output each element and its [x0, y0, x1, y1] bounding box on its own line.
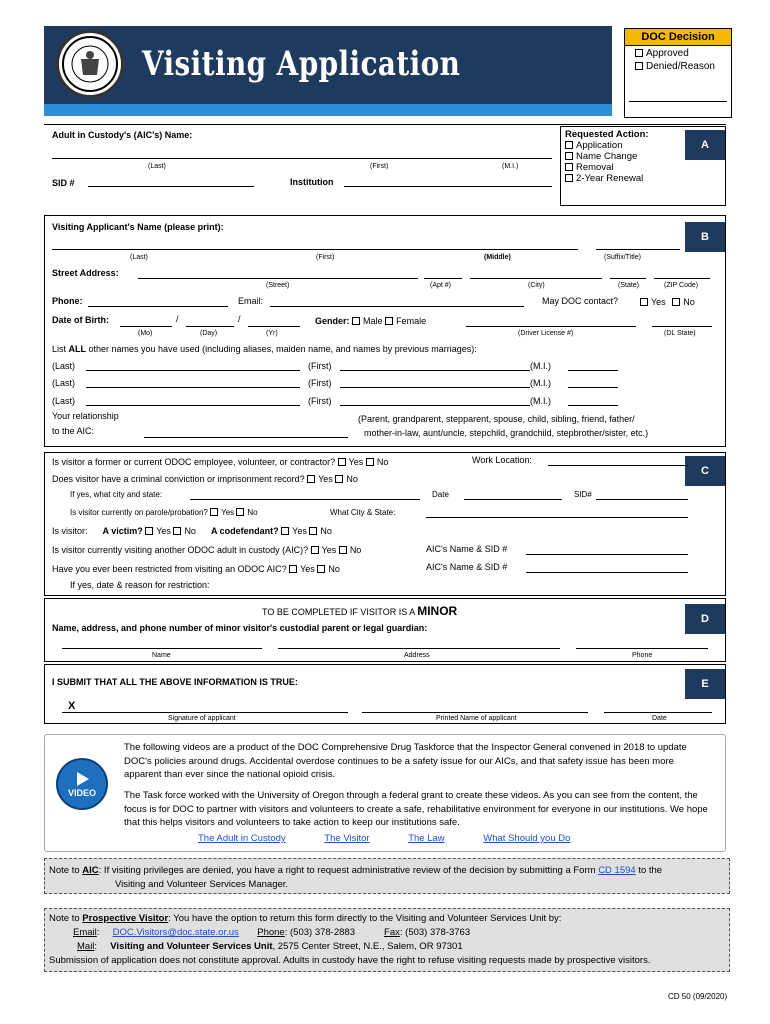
- req-name-change-checkbox[interactable]: [565, 152, 573, 160]
- req-removal-label: Removal: [576, 162, 614, 173]
- dob-label: Date of Birth:: [52, 315, 109, 325]
- date-field[interactable]: [604, 712, 712, 713]
- dob-slash-1: /: [176, 314, 179, 324]
- form-cd1594-link[interactable]: CD 1594: [598, 865, 636, 876]
- other-name-1-first-label: (First): [308, 361, 332, 371]
- street-caption: (Street): [266, 282, 290, 289]
- video-link-adult-in-custody[interactable]: The Adult in Custody: [198, 833, 286, 844]
- doc-contact-yes-checkbox[interactable]: [640, 298, 648, 306]
- signature-x: X: [68, 700, 76, 712]
- work-location-field[interactable]: [548, 465, 688, 466]
- city-field[interactable]: [470, 278, 602, 279]
- date-caption: Date: [652, 715, 667, 722]
- other-name-2-first-label: (First): [308, 378, 332, 388]
- criminal-sid-label: SID#: [574, 490, 592, 499]
- q-parole: Is visitor currently on parole/probation? Yes No: [70, 508, 258, 517]
- city-caption: (City): [528, 282, 545, 289]
- relationship-label: Your relationship: [52, 411, 119, 421]
- criminal-date-label: Date: [432, 490, 449, 499]
- doc-decision-box: [624, 28, 732, 118]
- note-to-visitor: Note to Prospective Visitor: You have the option to return this form directly to the Visiting and Volunteer Services Unit by: Email: DOC.Visitors@doc.state.or.us Phone: (503) 378-2883 Fax: (503) 378-3763 Mail: Visiting and Volunteer Services Unit, 2575 Center Street, N.E., Salem, OR 97301 Submission of application does not constitute approval. Adults in custody have the right to refuse visiting requests made by prospective visitors.: [44, 908, 730, 972]
- phone-field[interactable]: [88, 306, 228, 307]
- req-name-change-label: Name Change: [576, 151, 638, 162]
- guardian-label: Name, address, and phone number of minor visitor's custodial parent or legal guardian:: [52, 623, 428, 633]
- form-id: CD 50 (09/2020): [668, 992, 728, 1001]
- applicant-last-caption: (Last): [130, 254, 148, 261]
- zip-field[interactable]: [654, 278, 710, 279]
- relationship-field[interactable]: [144, 437, 348, 438]
- work-location-label: Work Location:: [472, 455, 532, 465]
- other-name-2-mi-label: (M.I.): [530, 378, 551, 388]
- other-name-3-first-field[interactable]: [340, 405, 530, 406]
- other-name-2-last-field[interactable]: [86, 387, 300, 388]
- other-name-1-mi-label: (M.I.): [530, 361, 551, 371]
- dob-day-caption: (Day): [200, 330, 218, 337]
- applicant-name-label: Visiting Applicant's Name (please print):: [52, 222, 224, 232]
- relationship-label-2: to the AIC:: [52, 426, 95, 436]
- applicant-name-field[interactable]: [52, 249, 578, 250]
- victim-yes-checkbox[interactable]: [145, 527, 153, 535]
- driver-license-caption: (Driver License #): [518, 330, 574, 337]
- denied-checkbox[interactable]: [635, 62, 643, 70]
- guardian-address-caption: Address: [404, 652, 430, 659]
- aic-sid-field-1[interactable]: [526, 554, 688, 555]
- other-names-instruction: List ALL other names you have used (including aliases, maiden name, and names by previous marriages):: [52, 344, 477, 354]
- other-name-1-mi-field[interactable]: [568, 370, 618, 371]
- guardian-phone-field[interactable]: [576, 648, 708, 649]
- section-e: [44, 664, 726, 724]
- q2-no-checkbox[interactable]: [335, 475, 343, 483]
- guardian-name-caption: Name: [152, 652, 171, 659]
- guardian-name-field[interactable]: [62, 648, 262, 649]
- phone-label: Phone:: [52, 296, 83, 306]
- relationship-hint-2: mother-in-law, aunt/uncle, stepchild, grandchild, stepbrother/sister, etc.): [364, 428, 649, 438]
- section-a-tab: A: [685, 130, 725, 160]
- video-icon[interactable]: VIDEO: [56, 758, 108, 810]
- header-accent-bar: [44, 104, 612, 116]
- gender-group: Gender: Male Female: [315, 316, 427, 326]
- other-name-1-first-field[interactable]: [340, 370, 530, 371]
- codefendant-no-checkbox[interactable]: [309, 527, 317, 535]
- parole-city-state-label: What City & State:: [330, 508, 396, 517]
- institution-label: Institution: [290, 177, 334, 187]
- q-victim-codefendant: Is visitor: A victim? Yes No A codefendant? Yes No: [52, 526, 332, 536]
- guardian-phone-caption: Phone: [632, 652, 653, 659]
- video-paragraph-1: The following videos are a product of the DOC Comprehensive Drug Taskforce that the Inspector General convened in 2018 to update DOC's policies around drugs. Accidental overdose continues to be a safety issue for our AICs, and that safety issue has been more apparent than ever since the national opioid crisis.: [124, 742, 687, 780]
- req-application-checkbox[interactable]: [565, 141, 573, 149]
- q6-yes-checkbox[interactable]: [289, 565, 297, 573]
- applicant-suffix-caption: (Suffix/Title): [604, 254, 641, 261]
- aic-name-label: Adult in Custody's (AIC's) Name:: [52, 130, 193, 140]
- email-label: Email:: [238, 296, 264, 306]
- section-b-tab: B: [685, 222, 725, 252]
- section-d-tab: D: [685, 604, 725, 634]
- q5-yes-checkbox[interactable]: [311, 546, 319, 554]
- section-e-tab: E: [685, 669, 725, 699]
- other-name-2-last-label: (Last): [52, 378, 76, 388]
- q5-no-checkbox[interactable]: [339, 546, 347, 554]
- relationship-hint-1: (Parent, grandparent, stepparent, spouse, child, sibling, friend, father/: [358, 414, 635, 424]
- q1-yes-checkbox[interactable]: [338, 458, 346, 466]
- approved-checkbox[interactable]: [635, 49, 643, 57]
- dob-mo-caption: (Mo): [138, 330, 153, 337]
- video-link-law[interactable]: The Law: [408, 833, 445, 844]
- video-links: [198, 833, 570, 844]
- note-to-aic: Note to AIC: If visiting privileges are denied, you have a right to request administrative review of the decision by submitting a Form CD 1594 to the Visiting and Volunteer Services Manager.: [44, 858, 730, 894]
- street-field[interactable]: [138, 278, 418, 279]
- other-name-3-last-field[interactable]: [86, 405, 300, 406]
- gender-female-checkbox[interactable]: [385, 317, 393, 325]
- gender-male-checkbox[interactable]: [352, 317, 360, 325]
- street-address-label: Street Address:: [52, 268, 119, 278]
- criminal-city-state-label: If yes, what city and state:: [70, 490, 163, 499]
- req-application-label: Application: [576, 140, 623, 151]
- dob-slash-2: /: [238, 314, 241, 324]
- visitors-email-link[interactable]: DOC.Visitors@doc.state.or.us: [112, 927, 239, 938]
- doc-contact-options: Yes No: [640, 297, 695, 307]
- q2-yes-checkbox[interactable]: [307, 475, 315, 483]
- approved-label: Approved: [646, 48, 689, 59]
- applicant-suffix-field[interactable]: [596, 249, 680, 250]
- victim-no-checkbox[interactable]: [173, 527, 181, 535]
- state-field[interactable]: [610, 278, 646, 279]
- minor-heading: TO BE COMPLETED IF VISITOR IS A MINOR: [262, 604, 458, 618]
- aic-name-field[interactable]: [52, 158, 552, 159]
- aic-last-caption: (Last): [148, 163, 166, 170]
- printed-name-caption: Printed Name of applicant: [436, 715, 517, 722]
- other-name-1-last-label: (Last): [52, 361, 76, 371]
- denied-label: Denied/Reason: [646, 61, 715, 72]
- doc-decision-title: DOC Decision: [625, 29, 731, 46]
- aic-sid-label-1: AIC's Name & SID #: [426, 544, 508, 554]
- requested-action-title: Requested Action:: [565, 129, 649, 140]
- zip-caption: (ZIP Code): [664, 282, 699, 289]
- institution-field[interactable]: [344, 186, 552, 187]
- section-c-tab: C: [685, 456, 725, 486]
- signature-caption: Signature of applicant: [168, 715, 236, 722]
- sid-field[interactable]: [88, 186, 254, 187]
- other-name-1-last-field[interactable]: [86, 370, 300, 371]
- doc-contact-label: May DOC contact?: [542, 296, 619, 306]
- q3-yes-checkbox[interactable]: [210, 508, 218, 516]
- dob-day-field[interactable]: [186, 326, 234, 327]
- applicant-first-caption: (First): [316, 254, 335, 261]
- dl-state-field[interactable]: [652, 326, 712, 327]
- doc-contact-no-checkbox[interactable]: [672, 298, 680, 306]
- driver-license-field[interactable]: [466, 326, 636, 327]
- aic-mi-caption: (M.I.): [502, 163, 519, 170]
- printed-name-field[interactable]: [362, 712, 588, 713]
- other-name-2-mi-field[interactable]: [568, 387, 618, 388]
- applicant-middle-caption: (Middle): [484, 254, 511, 261]
- doc-seal-logo: [56, 30, 124, 98]
- dob-month-field[interactable]: [120, 326, 172, 327]
- other-name-2-first-field[interactable]: [340, 387, 530, 388]
- restriction-reason-label: If yes, date & reason for restriction:: [70, 580, 210, 590]
- q6-no-checkbox[interactable]: [317, 565, 325, 573]
- video-link-what-to-do[interactable]: What Should you Do: [483, 833, 571, 844]
- submit-statement: I SUBMIT THAT ALL THE ABOVE INFORMATION IS TRUE:: [52, 677, 298, 687]
- criminal-city-state-field[interactable]: [190, 499, 420, 500]
- other-name-3-mi-field[interactable]: [568, 405, 618, 406]
- req-renewal-label: 2-Year Renewal: [576, 173, 644, 184]
- req-removal-checkbox[interactable]: [565, 163, 573, 171]
- other-name-3-first-label: (First): [308, 396, 332, 406]
- video-link-visitor[interactable]: The Visitor: [324, 833, 370, 844]
- criminal-sid-field[interactable]: [596, 499, 688, 500]
- aic-first-caption: (First): [370, 163, 389, 170]
- video-paragraph-2: The Task force worked with the University of Oregon through a federal grant to create these videos. As you can see from the content, the focus is for DOC to partner with visitors and volunteers to create a safe, rehabilitative environment for everyone in our institutions. We hope that this helps visitors and volunteers to take action to keep our institutions safe.: [124, 790, 708, 828]
- codefendant-yes-checkbox[interactable]: [281, 527, 289, 535]
- apt-caption: (Apt #): [430, 282, 452, 289]
- req-renewal-checkbox[interactable]: [565, 174, 573, 182]
- dob-year-field[interactable]: [248, 326, 300, 327]
- parole-city-state-field[interactable]: [426, 517, 688, 518]
- aic-sid-label-2: AIC's Name & SID #: [426, 562, 508, 572]
- apt-field[interactable]: [424, 278, 462, 279]
- page-title: Visiting Application: [142, 44, 461, 84]
- dl-state-caption: (DL State): [664, 330, 696, 337]
- q-visiting-other: Is visitor currently visiting another ODOC adult in custody (AIC)? Yes No: [52, 545, 362, 555]
- q-former-employee: Is visitor a former or current ODOC employee, volunteer, or contractor? Yes No: [52, 457, 389, 467]
- state-caption: (State): [618, 282, 640, 289]
- other-name-3-mi-label: (M.I.): [530, 396, 551, 406]
- q1-no-checkbox[interactable]: [366, 458, 374, 466]
- q-criminal-record: Does visitor have a criminal conviction or imprisonment record? Yes No: [52, 474, 358, 484]
- aic-sid-field-2[interactable]: [526, 572, 688, 573]
- guardian-address-field[interactable]: [278, 648, 560, 649]
- q-restricted: Have you ever been restricted from visiting an ODOC AIC? Yes No: [52, 564, 340, 574]
- signature-field[interactable]: [62, 712, 348, 713]
- q3-no-checkbox[interactable]: [236, 508, 244, 516]
- dob-yr-caption: (Yr): [266, 330, 278, 337]
- email-field[interactable]: [270, 306, 524, 307]
- criminal-date-field[interactable]: [464, 499, 562, 500]
- sid-label: SID #: [52, 178, 75, 188]
- other-name-3-last-label: (Last): [52, 396, 76, 406]
